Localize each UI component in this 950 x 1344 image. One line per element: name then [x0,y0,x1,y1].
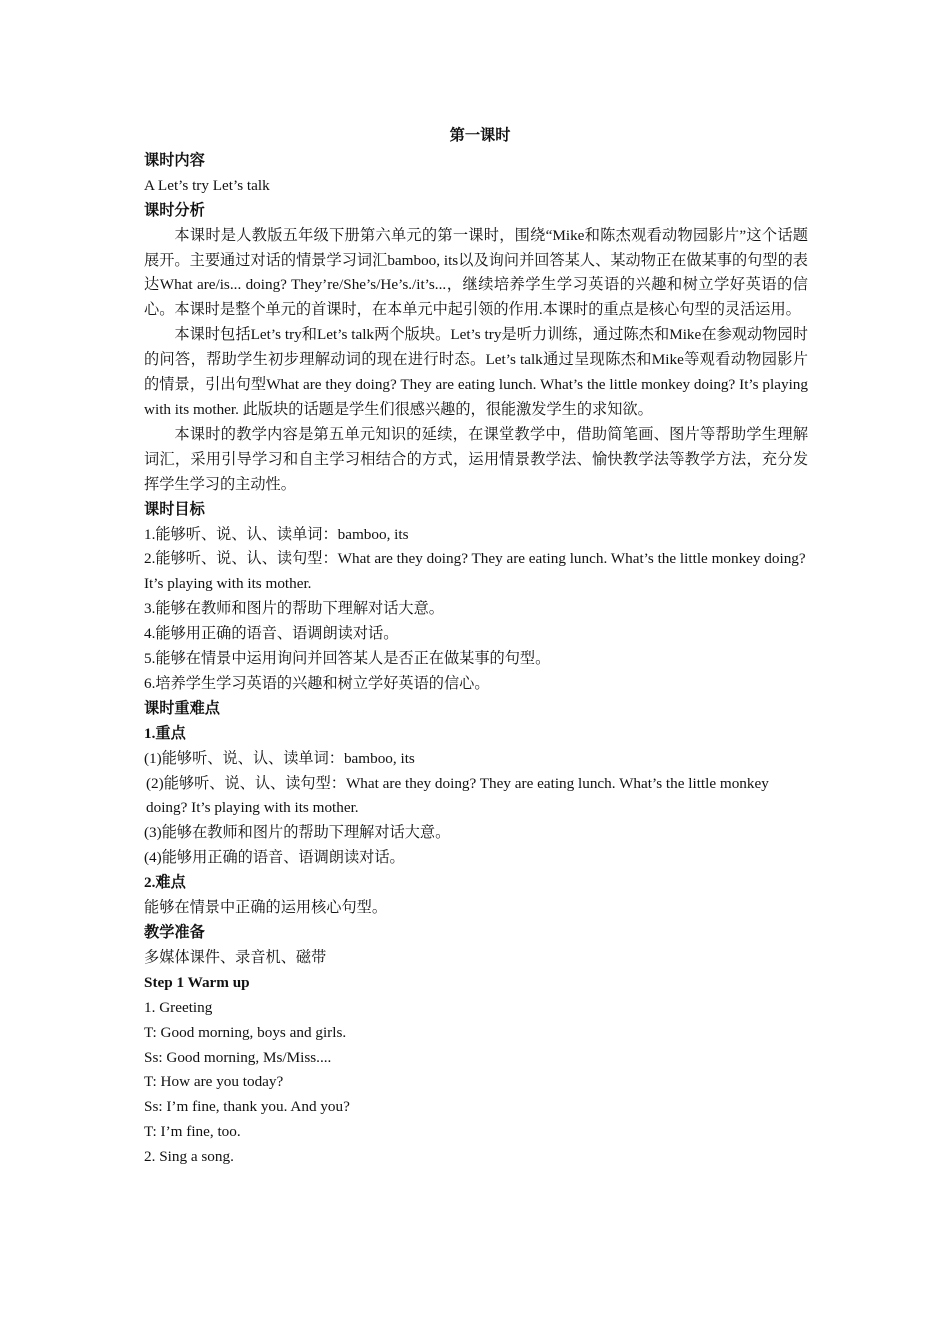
text-line: T: Good morning, boys and girls. [144,1023,347,1041]
text-line: 6.培养学生学习英语的兴趣和树立学好英语的信心。 [144,674,490,692]
text-line: A Let’s try Let’s talk [144,176,270,194]
text-line: 2.能够听、说、认、读句型：What are they doing? They are eating lunch. What’s the little monkey doing? It’s playing with its mother. [144,550,806,593]
text-line: 1.能够听、说、认、读单词：bamboo, its [144,525,409,543]
paragraph: 本课时包括Let’s try和Let’s talk两个版块。Let’s try是听力训练，通过陈杰和Mike在参观动物园时的问答，帮助学生初步理解动词的现在进行时态。Let’s talk通过呈现陈杰和Mike等观看动物园影片的情景，引出句型What are they doing? They are eating lunch. What’s the little monkey doing? It’s playing with its mother. 此版块的话题是学生们很感兴趣的，很能激发学生的求知欲。 [144,326,808,418]
paragraph: 本课时是人教版五年级下册第六单元的第一课时，围绕“Mike和陈杰观看动物园影片”这个话题展开。主要通过对话的情景学习词汇bamboo, its以及询问并回答某人、某动物正在做某事的句型的表达What are/is... doing? They’re/She’s/He’s./it’s...，继续培养学生学习英语的兴趣和树立学好英语的信心。本课时是整个单元的首课时，在本单元中起引领的作用.本课时的重点是核心句型的灵活运用。 [144,226,808,319]
document-body [144,124,808,1170]
text-line: (3)能够在教师和图片的帮助下理解对话大意。 [144,824,451,842]
section-heading: 课时内容 [144,151,205,169]
section-heading: 教学准备 [144,924,205,941]
section-heading: 课时分析 [144,201,205,219]
text-line: Ss: Good morning, Ms/Miss.... [144,1048,332,1066]
text-line: 多媒体课件、录音机、磁带 [144,948,327,966]
section-heading: 1.重点 [144,724,186,742]
list-item: (2)能够听、说、认、读句型：What are they doing? They are eating lunch. What’s the little monkey doing? It’s playing with its mother. [146,774,769,817]
lesson-title: 第一课时 [449,127,511,144]
section-heading: 2.难点 [144,874,186,892]
section-heading: 课时重难点 [144,699,220,717]
text-line: 2. Sing a song. [144,1148,234,1166]
text-line: 4.能够用正确的语音、语调朗读对话。 [144,625,399,643]
paragraph: 本课时的教学内容是第五单元知识的延续，在课堂教学中，借助简笔画、图片等帮助学生理解词汇，采用引导学习和自主学习相结合的方式，运用情景教学法、愉快教学法等教学方法，充分发挥学生学习的主动性。 [144,425,808,493]
text-line: T: I’m fine, too. [144,1123,241,1141]
text-line: 3.能够在教师和图片的帮助下理解对话大意。 [144,600,444,618]
text-line: Ss: I’m fine, thank you. And you? [144,1098,350,1116]
text-line: 5.能够在情景中运用询问并回答某人是否正在做某事的句型。 [144,650,551,668]
text-line: 能够在情景中正确的运用核心句型。 [144,899,387,917]
text-line: 1. Greeting [144,998,213,1016]
lesson-sections [144,149,808,1170]
text-line: (4)能够用正确的语音、语调朗读对话。 [144,849,405,867]
section-heading: 课时目标 [144,500,205,518]
text-line: T: How are you today? [144,1073,284,1091]
text-line: (1)能够听、说、认、读单词：bamboo, its [144,749,415,767]
section-heading: Step 1 Warm up [144,973,250,991]
